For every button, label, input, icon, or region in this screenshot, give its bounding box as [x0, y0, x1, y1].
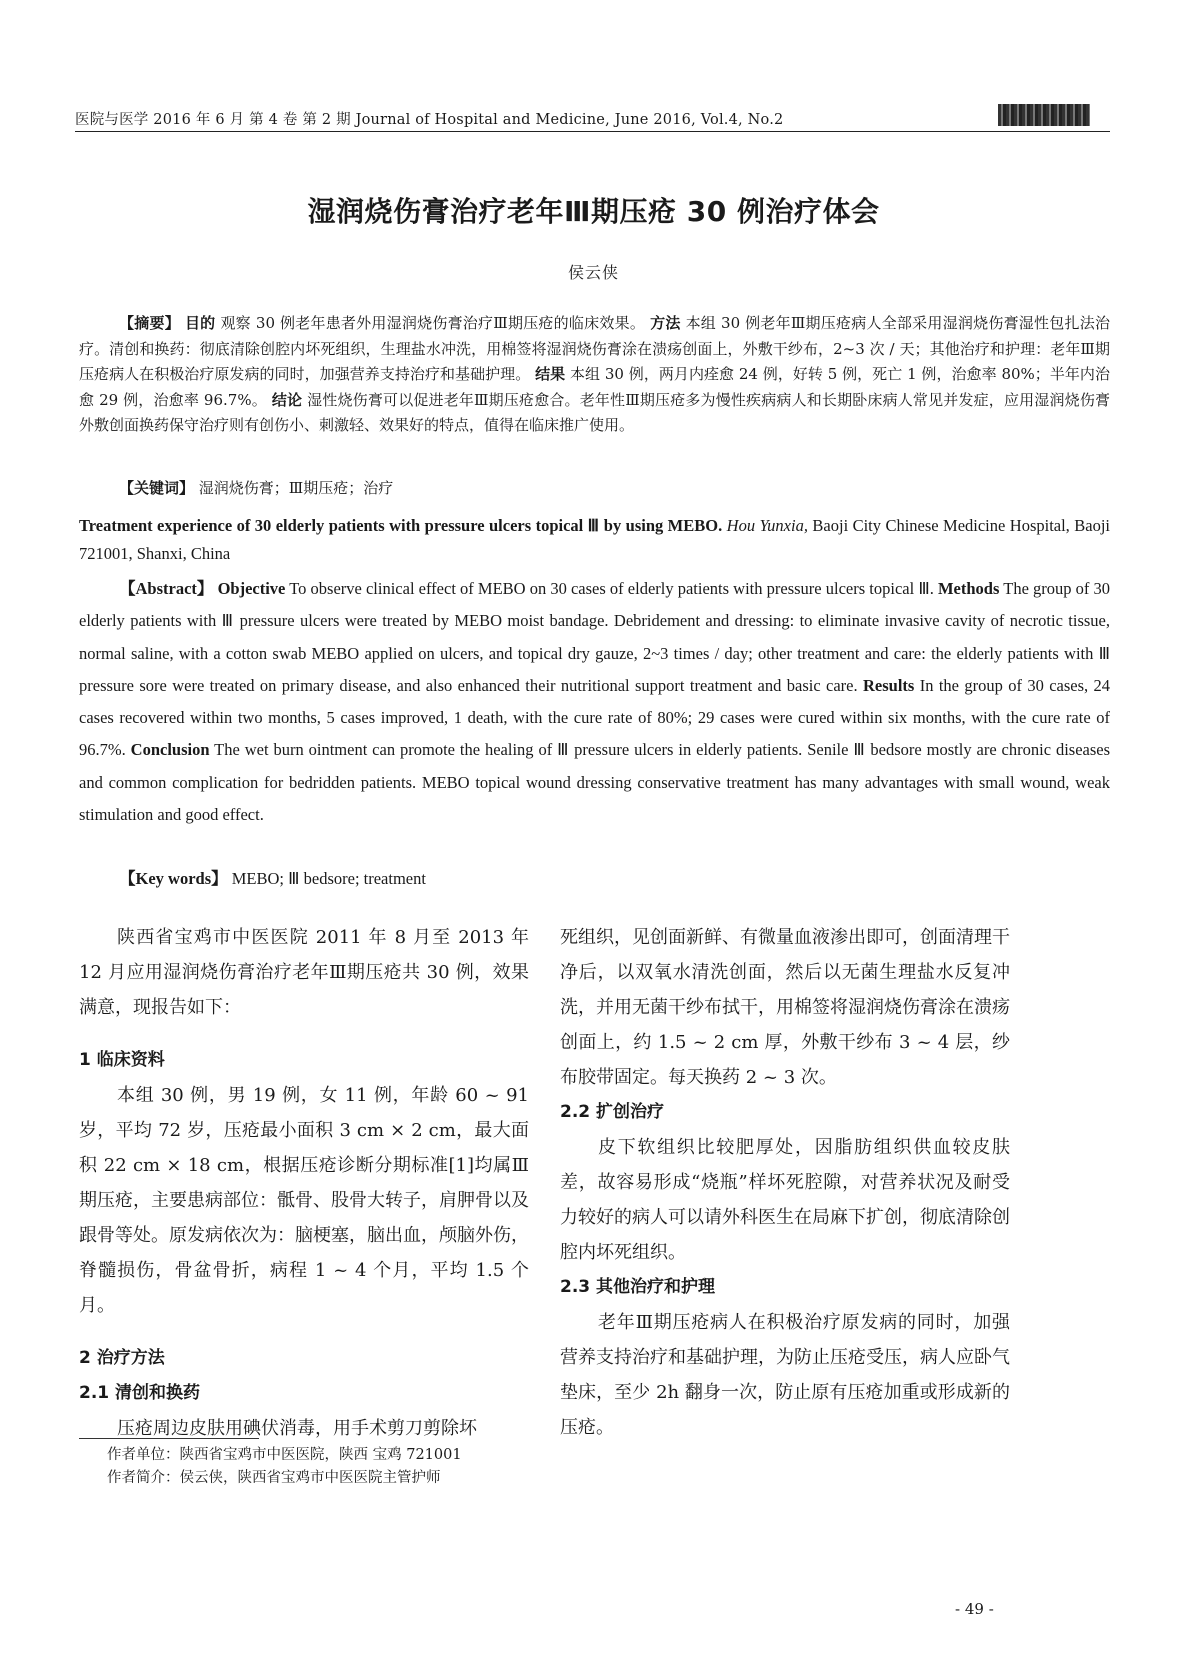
conclusion-text: 湿性烧伤膏可以促进老年Ⅲ期压疮愈合。老年性Ⅲ期压疮多为慢性疾病病人和长期卧床病人常见并发症，应用湿润烧伤膏外敷创面换药保守治疗则有创伤小、刺激轻、效果好的特点，值得在临床推广使用。	[79, 390, 1110, 435]
results-text: 本组 30 例，两月内痊愈 24 例，好转 5 例，死亡 1 例，治愈率 80%；半年内治愈 29 例，治愈率 96.7%。	[79, 365, 1110, 409]
english-title-block	[79, 512, 1110, 568]
abstract-chinese	[79, 311, 1110, 439]
methods-en-text: The group of 30 elderly patients with Ⅲ pressure ulcers were treated by MEBO moist bandage. Debridement and dressing: to eliminate invasive cavity of necrotic tissue, normal saline, with a cotton swab MEBO applied on ulcers, and topical dry gauze, 2~3 times / day; other treatment and care: the elderly patients with Ⅲ pressure sore were treated on primary disease, and also enhanced their nutritional support treatment and basic care.	[79, 579, 1111, 695]
methods-text: 本组 30 例老年Ⅲ期压疮病人全部采用湿润烧伤膏湿性包扎法治疗。清创和换药：彻底清除创腔内坏死组织，生理盐水冲洗，用棉签将湿润烧伤膏涂在溃疡创面上，外敷干纱布，2~3 次 / 天；其他治疗和护理：老年Ⅲ期压疮病人在积极治疗原发病的同时，加强营养支持治疗和基础护理。	[79, 314, 1110, 384]
abstract-label: 【摘要】	[119, 314, 180, 332]
english-title: Treatment experience of 30 elderly patients with pressure ulcers topical Ⅲ by using MEBO.	[79, 516, 723, 535]
body-column-right	[560, 920, 1010, 1445]
footnote-divider	[79, 1438, 259, 1439]
abstract-english	[79, 573, 1110, 831]
journal-header: 医院与医学 2016 年 6 月 第 4 卷 第 2 期 Journal of Hospital and Medicine, June 2016, Vol.4, No.2	[75, 112, 784, 128]
section-1-heading: 1 临床资料	[79, 1050, 165, 1070]
footnote-author-unit: 作者单位：陕西省宝鸡市中医医院，陕西 宝鸡 721001	[107, 1447, 462, 1463]
journal-logo-badge	[998, 104, 1090, 126]
keywords-chinese	[119, 477, 393, 498]
footnotes	[107, 1444, 462, 1490]
conclusion-en-text: The wet burn ointment can promote the healing of Ⅲ pressure ulcers in elderly patients. Senile Ⅲ bedsore mostly are chronic diseases and common complication for bedridden patients. MEBO topical wound dressing conservative treatment has many advantages with small wound, weak stimulation and good effect.	[79, 740, 1111, 825]
section-2-2-heading: 2.2 扩创治疗	[560, 1102, 665, 1122]
section-2-heading: 2 治疗方法	[79, 1348, 165, 1368]
objective-label: 目的	[184, 314, 216, 332]
section-2-1-heading: 2.1 清创和换药	[79, 1383, 201, 1403]
keywords-text: 湿润烧伤膏；Ⅲ期压疮；治疗	[198, 479, 394, 497]
section-2-1-continued: 死组织，见创面新鲜、有微量血液渗出即可，创面清理干净后，以双氧水清洗创面，然后以无菌生理盐水反复冲洗，并用无菌干纱布拭干，用棉签将湿润烧伤膏涂在溃疡创面上，约 1.5 ~ 2 cm 厚，外敷干纱布 3 ~ 4 层，纱布胶带固定。每天换药 2 ~ 3 次。	[560, 927, 1010, 1088]
methods-en-label: Methods	[937, 579, 1000, 598]
section-2-1-text: 压疮周边皮肤用碘伏消毒，用手术剪刀剪除坏	[117, 1418, 477, 1439]
objective-en-text: To observe clinical effect of MEBO on 30 cases of elderly patients with pressure ulcers topical Ⅲ.	[289, 579, 934, 598]
results-en-label: Results	[862, 675, 915, 695]
page-number: - 49 -	[955, 1600, 994, 1618]
section-1-text: 本组 30 例，男 19 例，女 11 例，年龄 60 ~ 91 岁，平均 72 岁，压疮最小面积 3 cm × 2 cm，最大面积 22 cm × 18 cm，根据压疮诊断分期标准[1]均属Ⅲ期压疮，主要患病部位：骶骨、股骨大转子，肩胛骨以及跟骨等处。原发病依次为：脑梗塞，脑出血，颅脑外伤，脊髓损伤，骨盆骨折，病程 1 ~ 4 个月，平均 1.5 个月。	[79, 1085, 529, 1316]
article-title: 湿润烧伤膏治疗老年Ⅲ期压疮 30 例治疗体会	[307, 195, 880, 228]
english-author: Hou Yunxia,	[726, 516, 808, 535]
objective-en-label: Objective	[217, 579, 286, 598]
section-2-3-text: 老年Ⅲ期压疮病人在积极治疗原发病的同时，加强营养支持治疗和基础护理，为防止压疮受压，病人应卧气垫床，至少 2h 翻身一次，防止原有压疮加重或形成新的压疮。	[560, 1312, 1010, 1438]
article-author: 侯云侠	[567, 263, 619, 282]
intro-paragraph: 陕西省宝鸡市中医医院 2011 年 8 月至 2013 年 12 月应用湿润烧伤膏治疗老年Ⅲ期压疮共 30 例，效果满意，现报告如下：	[79, 927, 529, 1018]
keywords-label: 【关键词】	[119, 479, 195, 497]
conclusion-en-label: Conclusion	[130, 740, 210, 760]
keywords-en-label: 【Key words】	[119, 869, 228, 888]
section-2-3-heading: 2.3 其他治疗和护理	[560, 1277, 716, 1297]
english-affiliation: Baoji City Chinese Medicine Hospital, Baoji 721001, Shanxi, China	[79, 516, 1110, 563]
body-column-left	[79, 920, 529, 1446]
keywords-english	[119, 865, 426, 889]
results-en-text: In the group of 30 cases, 24 cases recovered within two months, 5 cases improved, 1 death, with the cure rate of 80%; 29 cases were cured within six months, with the cure rate of 96.7%.	[79, 675, 1110, 760]
conclusion-label: 结论	[271, 390, 303, 409]
results-label: 结果	[535, 365, 566, 384]
methods-label: 方法	[650, 314, 681, 332]
footnote-author-bio: 作者简介：侯云侠，陕西省宝鸡市中医医院主管护师	[107, 1470, 441, 1486]
header-divider	[75, 131, 1110, 132]
keywords-en-text: MEBO; Ⅲ bedsore; treatment	[231, 869, 426, 888]
objective-text: 观察 30 例老年患者外用湿润烧伤膏治疗Ⅲ期压疮的临床效果。	[220, 314, 646, 332]
section-2-2-text: 皮下软组织比较肥厚处，因脂肪组织供血较皮肤差，故容易形成“烧瓶”样坏死腔隙，对营养状况及耐受力较好的病人可以请外科医生在局麻下扩创，彻底清除创腔内坏死组织。	[560, 1137, 1010, 1263]
abstract-en-label: 【Abstract】	[119, 579, 214, 598]
